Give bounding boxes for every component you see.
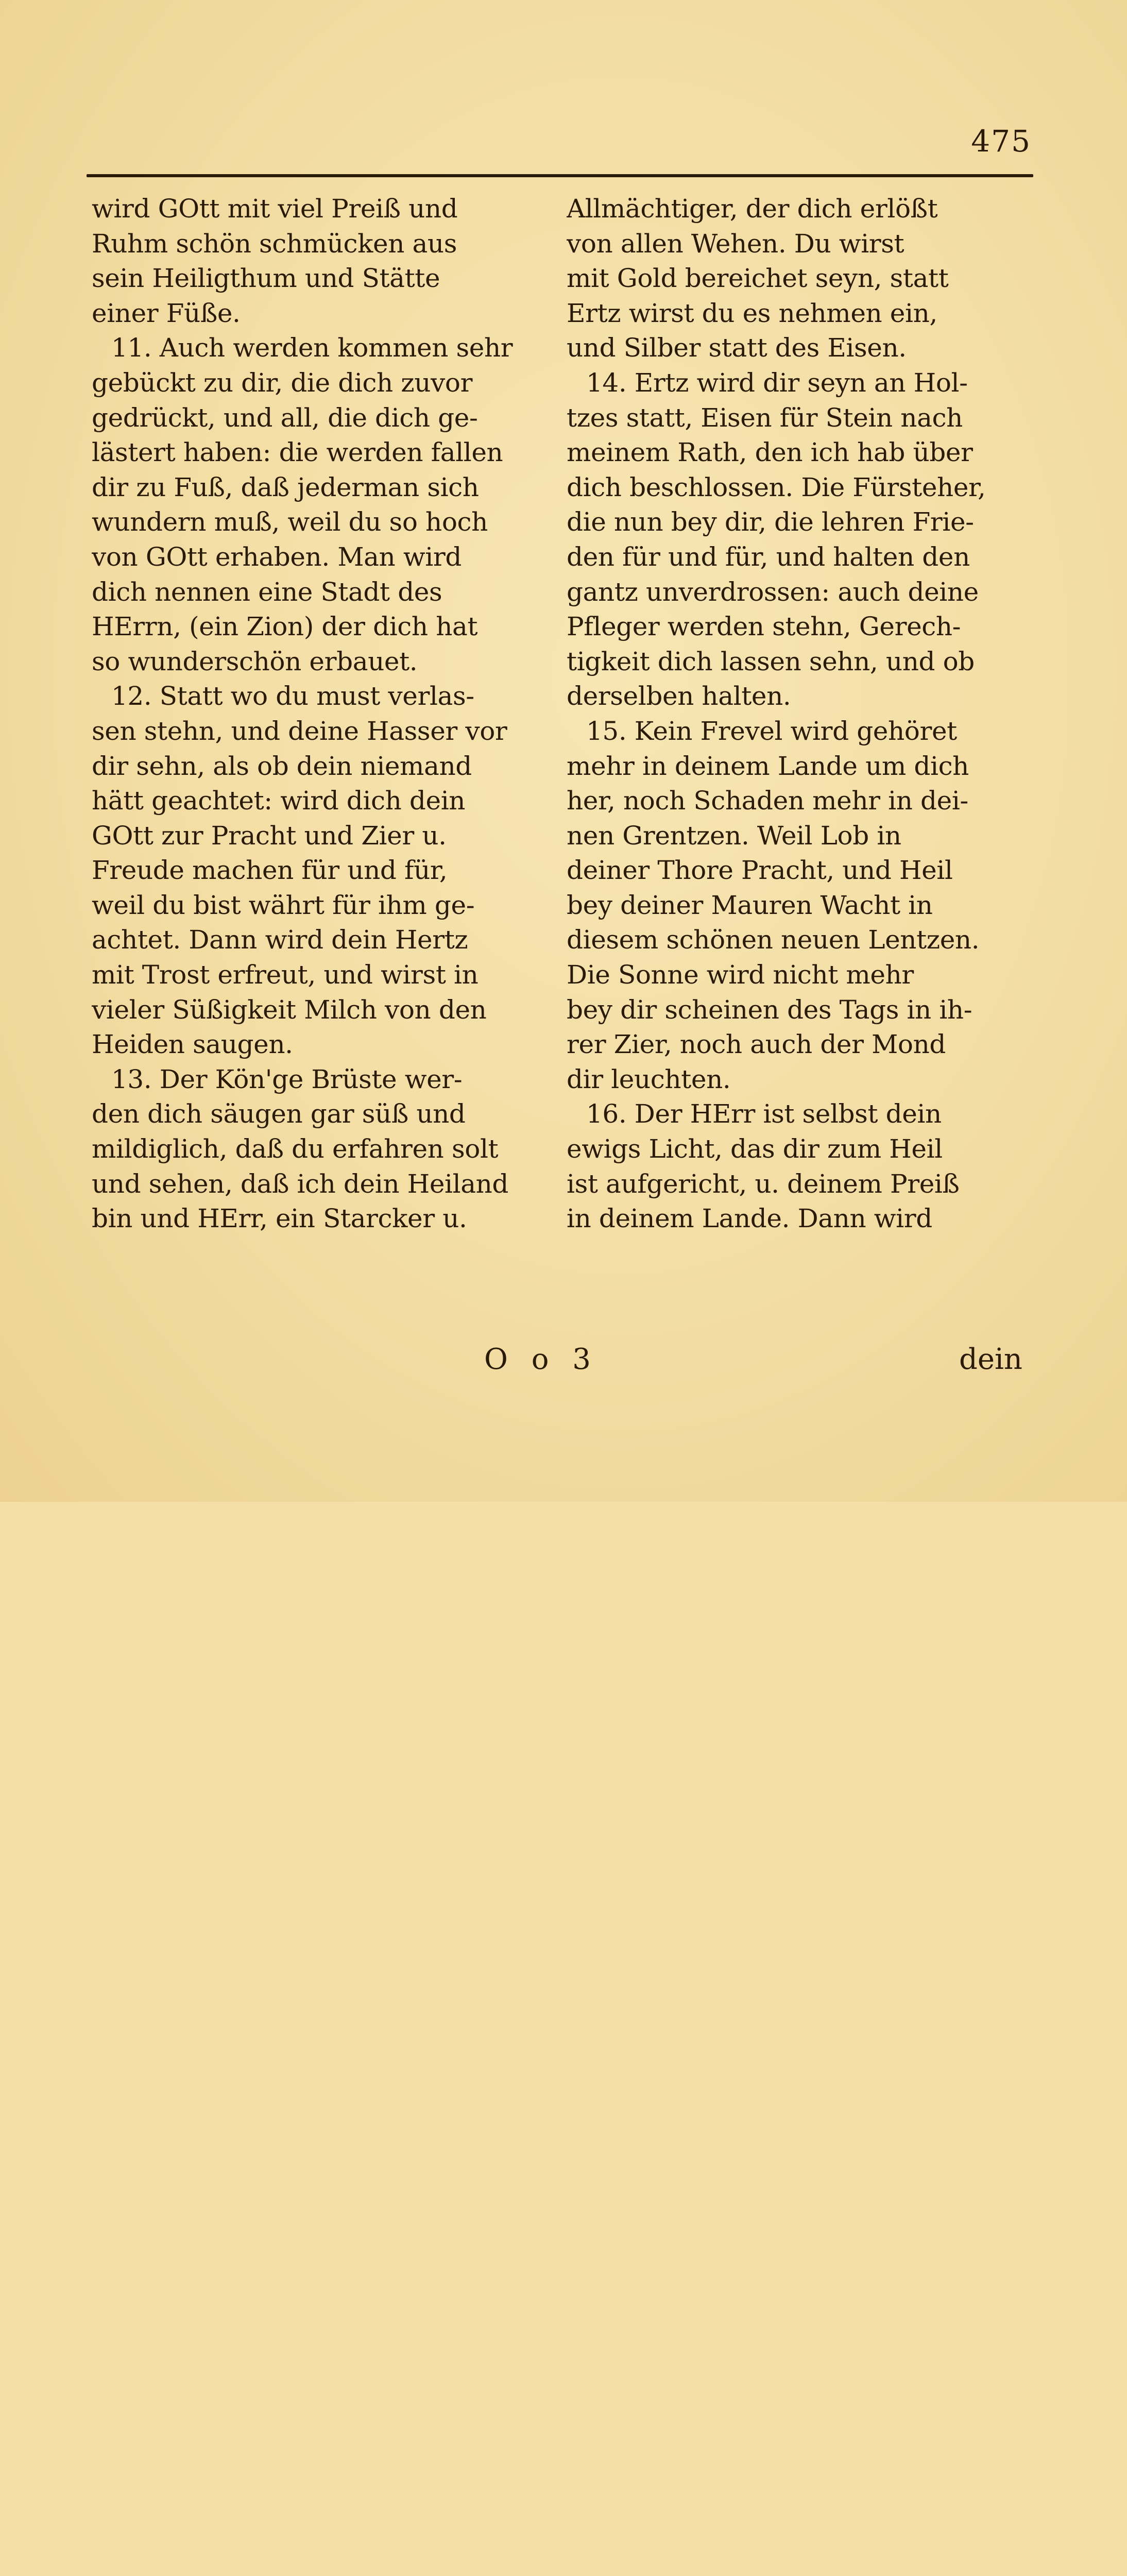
text-line: sein Heiligthum und Stätte xyxy=(92,263,440,294)
text-line: 14. Ertz wird dir seyn an Hol- xyxy=(586,367,968,398)
text-line: lästert haben: die werden fallen xyxy=(92,437,503,468)
text-line: nen Grentzen. Weil Lob in xyxy=(567,820,901,851)
text-line: hätt geachtet: wird dich dein xyxy=(92,786,466,816)
text-line: rer Zier, noch auch der Mond xyxy=(567,1029,946,1060)
text-line: 15. Kein Frevel wird gehöret xyxy=(586,716,957,746)
text-line: achtet. Dann wird dein Hertz xyxy=(92,925,468,955)
text-line: den für und für, und halten den xyxy=(567,541,970,572)
text-line: tigkeit dich lassen sehn, und ob xyxy=(567,646,975,676)
text-line: wird GOtt mit viel Preiß und xyxy=(92,194,458,224)
text-line: in deinem Lande. Dann wird xyxy=(567,1204,932,1234)
text-line: mit Trost erfreut, und wirst in xyxy=(92,960,479,990)
text-line: die nun bey dir, die lehren Frie- xyxy=(567,507,974,537)
text-line: dich nennen eine Stadt des xyxy=(92,577,442,607)
signature-mark: O o 3 xyxy=(484,1343,598,1376)
text-line: einer Füße. xyxy=(92,298,241,328)
text-line: den dich säugen gar süß und xyxy=(92,1099,466,1129)
text-line: von GOtt erhaben. Man wird xyxy=(92,541,462,572)
text-line: 11. Auch werden kommen sehr xyxy=(111,333,513,363)
catchword: dein xyxy=(959,1343,1022,1376)
text-line: und Silber statt des Eisen. xyxy=(567,333,907,363)
text-line: HErrn, (ein Zion) der dich hat xyxy=(92,612,478,642)
text-line: Pfleger werden stehn, Gerech- xyxy=(567,612,961,642)
text-line: bey dir scheinen des Tags in ih- xyxy=(567,994,972,1025)
text-line: weil du bist währt für ihm ge- xyxy=(92,890,475,920)
left-column xyxy=(92,192,555,1236)
page-footer xyxy=(0,1343,1127,1384)
text-line: 13. Der Kön'ge Brüste wer- xyxy=(111,1064,463,1094)
text-line: und sehen, daß ich dein Heiland xyxy=(92,1168,509,1199)
text-line: vieler Süßigkeit Milch von den xyxy=(92,994,487,1025)
text-line: Die Sonne wird nicht mehr xyxy=(567,960,914,990)
text-line: sen stehn, und deine Hasser vor xyxy=(92,716,507,746)
text-line: mit Gold bereichet seyn, statt xyxy=(567,263,949,294)
text-line: diesem schönen neuen Lentzen. xyxy=(567,925,980,955)
text-line: Freude machen für und für, xyxy=(92,855,448,886)
text-line: ist aufgericht, u. deinem Preiß xyxy=(567,1168,960,1199)
text-line: dir zu Fuß, daß jederman sich xyxy=(92,472,479,502)
text-line: 16. Der HErr ist selbst dein xyxy=(586,1099,942,1129)
text-line: gantz unverdrossen: auch deine xyxy=(567,577,979,607)
text-line: wundern muß, weil du so hoch xyxy=(92,507,488,537)
text-line: bin und HErr, ein Starcker u. xyxy=(92,1204,467,1234)
text-line: mildiglich, daß du erfahren solt xyxy=(92,1134,499,1164)
text-line: dich beschlossen. Die Fürsteher, xyxy=(567,472,986,502)
text-line: gedrückt, und all, die dich ge- xyxy=(92,402,478,433)
text-line: dir leuchten. xyxy=(567,1064,731,1094)
text-line: her, noch Schaden mehr in dei- xyxy=(567,786,968,816)
text-line: von allen Wehen. Du wirst xyxy=(567,228,904,259)
text-line: derselben halten. xyxy=(567,681,791,711)
text-line: Heiden saugen. xyxy=(92,1029,293,1060)
page-number: 475 xyxy=(971,124,1031,159)
right-column xyxy=(567,192,1030,1236)
text-line: Ruhm schön schmücken aus xyxy=(92,228,457,259)
text-line: deiner Thore Pracht, und Heil xyxy=(567,855,953,886)
text-line: bey deiner Mauren Wacht in xyxy=(567,890,933,920)
text-line: meinem Rath, den ich hab über xyxy=(567,437,973,468)
text-line: mehr in deinem Lande um dich xyxy=(567,751,969,781)
text-line: 12. Statt wo du must verlas- xyxy=(111,681,474,711)
text-line: tzes statt, Eisen für Stein nach xyxy=(567,402,963,433)
text-line: Ertz wirst du es nehmen ein, xyxy=(567,298,937,328)
text-line: ewigs Licht, das dir zum Heil xyxy=(567,1134,943,1164)
text-line: so wunderschön erbauet. xyxy=(92,646,418,676)
text-line: dir sehn, als ob dein niemand xyxy=(92,751,472,781)
text-line: gebückt zu dir, die dich zuvor xyxy=(92,367,473,398)
header-rule xyxy=(87,174,1033,177)
text-line: GOtt zur Pracht und Zier u. xyxy=(92,820,447,851)
text-line: Allmächtiger, der dich erlößt xyxy=(567,194,938,224)
